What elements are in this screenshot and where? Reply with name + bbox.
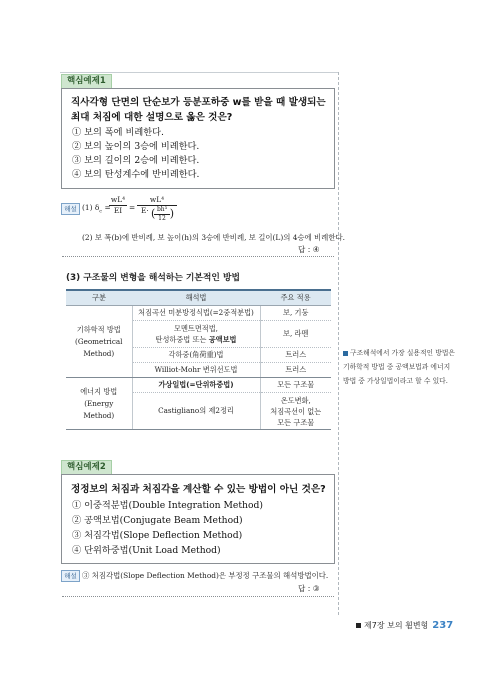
page-footer xyxy=(356,620,453,631)
example-2-option: ① 이중적분법(Double Integration Method) xyxy=(72,500,263,511)
table-cell-use xyxy=(260,393,331,430)
fraction3-den: 12 xyxy=(158,215,166,222)
example-2-option: ② 공액보법(Conjugate Beam Method) xyxy=(72,515,243,526)
table-cell-use: 트러스 xyxy=(260,363,331,378)
solution-2-divider xyxy=(62,596,334,597)
group-label-line: (Energy xyxy=(84,398,114,408)
chapter-title: 제7장 보의 휨변형 xyxy=(364,621,429,630)
fraction1-num: wL⁴ xyxy=(110,195,126,204)
fraction3-num: bh³ xyxy=(154,206,170,215)
table-cell-method: Williot-Mohr 변위선도법 xyxy=(132,363,260,378)
group-energy xyxy=(66,378,132,430)
group-geometrical xyxy=(66,306,132,378)
side-note-line: 방법 중 가상일법이라고 할 수 있다. xyxy=(343,377,448,385)
example-1-option: ② 보의 높이의 3승에 비례한다. xyxy=(72,141,200,152)
solution-1-answer: 답 : ④ xyxy=(298,245,320,254)
table-cell-method: 처짐곡선 미분방정식법(=2중적분법) xyxy=(132,306,260,321)
group-label-line: Method) xyxy=(83,348,115,358)
use-line: 처짐곡선이 없는 xyxy=(270,406,322,416)
bullet-square-icon xyxy=(356,623,361,628)
table-cell-use: 모든 구조물 xyxy=(260,378,331,393)
example-2-option: ③ 처짐각법(Slope Deflection Method) xyxy=(72,530,243,541)
table-header: 주요 적용 xyxy=(260,290,331,306)
fraction2-den: E· xyxy=(141,206,149,215)
table-cell-use: 보, 라멘 xyxy=(260,321,331,348)
table-header: 해석법 xyxy=(132,290,260,306)
formula-sub: c xyxy=(99,208,103,215)
group-label-line: Method) xyxy=(83,410,115,420)
method-line: 모멘트면적법, xyxy=(174,324,218,333)
example-1-option: ③ 보의 길이의 2승에 비례한다. xyxy=(72,155,200,166)
example-1-option: ④ 보의 탄성계수에 반비례한다. xyxy=(72,169,200,180)
side-note-line: 기하학적 방법 중 공액보법과 에너지 xyxy=(343,363,451,371)
formula-delta: (1) δ xyxy=(82,203,100,212)
example-2-option: ④ 단위하중법(Unit Load Method) xyxy=(72,545,221,556)
table-cell-method: 각하중(角荷重)법 xyxy=(132,348,260,363)
example-1-option: ① 보의 폭에 비례한다. xyxy=(72,127,164,138)
example-2-box xyxy=(61,474,335,564)
side-note-line: 구조해석에서 가장 실용적인 방법은 xyxy=(350,349,455,357)
table-cell-use: 트러스 xyxy=(260,348,331,363)
solution-2-tag: 해설 xyxy=(61,570,80,582)
solution-1-tag: 해설 xyxy=(61,203,80,215)
table-cell-method: 가상일법(=단위하중법) xyxy=(132,378,260,393)
column-separator xyxy=(338,72,339,615)
example-2-tag: 핵심예제2 xyxy=(61,460,112,475)
use-line: 온도변화, xyxy=(280,395,311,405)
use-line: 모든 구조물 xyxy=(277,417,315,427)
side-note xyxy=(343,346,473,388)
group-label-line: 에너지 방법 xyxy=(80,386,118,396)
methods-table xyxy=(66,289,331,430)
method-line: 탄성하중법 또는 xyxy=(155,335,209,344)
top-rule xyxy=(60,72,338,73)
example-1-tag: 핵심예제1 xyxy=(61,74,112,89)
table-cell-method: Castigliano의 제2정리 xyxy=(132,393,260,430)
table-header: 구분 xyxy=(66,290,132,306)
solution-1-formula: (1) $\delta_c$ = $\frac{\text{wL⁴}}{EI}$ = wL⁴ E· ( bh³ 12 ) xyxy=(82,195,282,227)
example-1-question-line1: 직사각형 단면의 단순보가 등분포하중 w를 받을 때 발생되는 xyxy=(71,97,326,108)
fraction2-num: wL⁴ xyxy=(137,195,177,206)
table-cell-method xyxy=(132,321,260,348)
group-label-line: (Geometrical xyxy=(75,336,123,346)
table-cell-use: 보, 기둥 xyxy=(260,306,331,321)
solution-1-divider xyxy=(62,256,334,257)
example-1-question-line2: 최대 처짐에 대한 설명으로 옳은 것은? xyxy=(71,112,233,123)
solution-2-answer: 답 : ③ xyxy=(298,584,320,593)
example-2-question: 정정보의 처짐과 처짐각을 계산할 수 있는 방법이 아닌 것은? xyxy=(71,484,326,495)
method-bold: 공액보법 xyxy=(208,335,237,344)
solution-1-line2: (2) 보 폭(b)에 반비례, 보 높이(h)의 3승에 반비례, 보 길이(L)의 4승에 비례한다. xyxy=(82,233,345,242)
page-number: 237 xyxy=(432,620,454,631)
group-label-line: 기하학적 방법 xyxy=(76,324,121,334)
bullet-square-icon xyxy=(343,351,348,356)
solution-2-text: ③ 처짐각법(Slope Deflection Method)은 부정정 구조물의 해석방법이다. xyxy=(82,571,329,580)
section-title: (3) 구조물의 변형을 해석하는 기본적인 방법 xyxy=(66,273,240,283)
fraction1-den: EI xyxy=(113,206,123,215)
example-1-box xyxy=(61,88,335,189)
